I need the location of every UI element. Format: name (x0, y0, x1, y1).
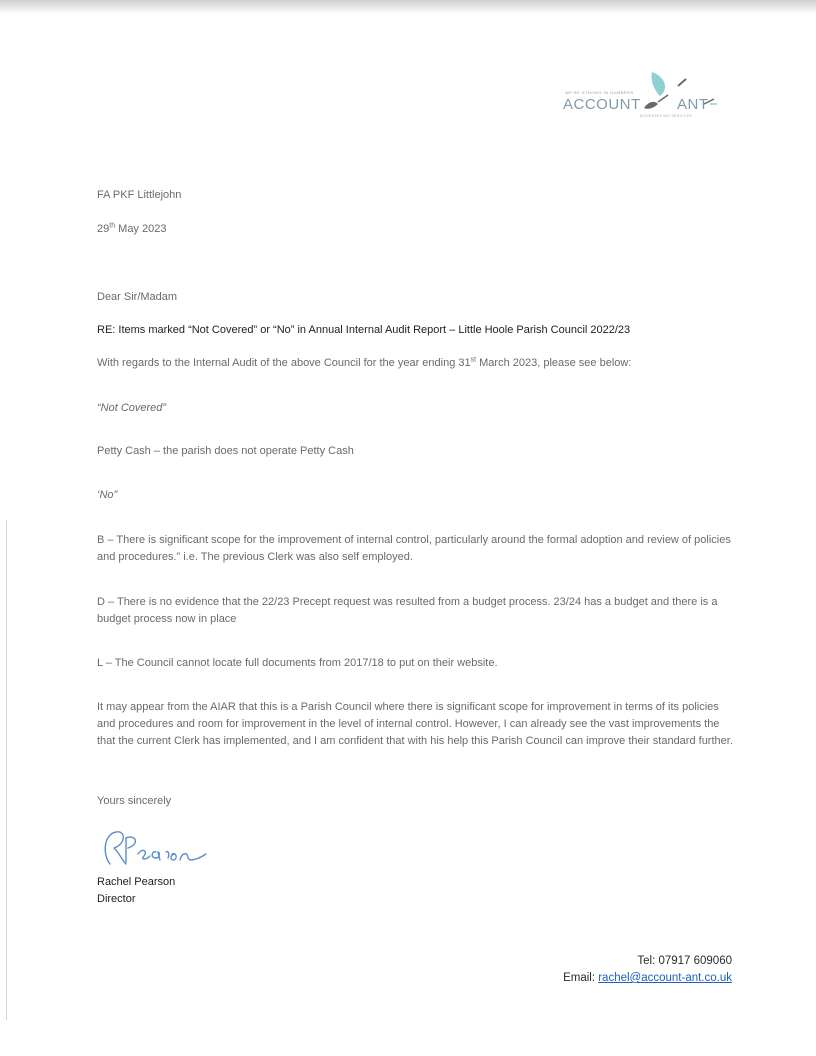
subject-line: RE: Items marked “Not Covered” or “No” in Annual Internal Audit Report – Little Hoole Parish Council 2022/23 (97, 324, 631, 336)
account-ant-logo (560, 68, 730, 124)
no-heading: ‘No” (97, 489, 118, 501)
salutation: Dear Sir/Madam (97, 291, 178, 303)
scan-top-edge (0, 0, 816, 14)
recipient: FA PKF Littlejohn (97, 189, 182, 201)
logo-subtagline: BOOKKEEPING SERVICES (640, 114, 693, 118)
item-b: B – There is significant scope for the improvement of internal control, particularly around the formal adoption and review of policies and procedures.” i.e. The previous Clerk was also self employed. (97, 534, 731, 563)
closing-paragraph: It may appear from the AIAR that this is a Parish Council where there is significant scope for improvement in terms of its policies and procedures and room for improvement in the level of internal control. However, I can already see the vast improvements the that the current Clerk has implemented, and I am confident that with his help this Parish Council can improve their standard further. (97, 701, 733, 747)
contact-email: Email: rachel@account-ant.co.uk (563, 972, 732, 984)
email-link[interactable]: rachel@account-ant.co.uk (598, 972, 732, 984)
signatory-name: Rachel Pearson (97, 876, 176, 888)
contact-telephone: Tel: 07917 609060 (637, 955, 732, 967)
logo-word-account: ACCOUNT (563, 96, 641, 113)
scan-left-edge (6, 520, 7, 1020)
letter-date: 29th May 2023 (97, 222, 167, 235)
intro-paragraph: With regards to the Internal Audit of the above Council for the year ending 31st March 2023, please see below: (97, 356, 632, 369)
not-covered-heading: “Not Covered” (97, 402, 167, 414)
item-l: L – The Council cannot locate full documents from 2017/18 to put on their website. (97, 657, 498, 669)
handwritten-signature (96, 824, 226, 874)
logo-tagline: WE'RE STRONG IN NUMBERS (565, 90, 634, 95)
signatory-title: Director (97, 893, 136, 905)
sign-off: Yours sincerely (97, 795, 172, 807)
petty-cash-item: Petty Cash – the parish does not operate Petty Cash (97, 445, 354, 457)
item-d: D – There is no evidence that the 22/23 Precept request was resulted from a budget process. 23/24 has a budget and there is a budget process now in place (97, 596, 718, 625)
logo-word-ant: ANT (677, 96, 709, 113)
